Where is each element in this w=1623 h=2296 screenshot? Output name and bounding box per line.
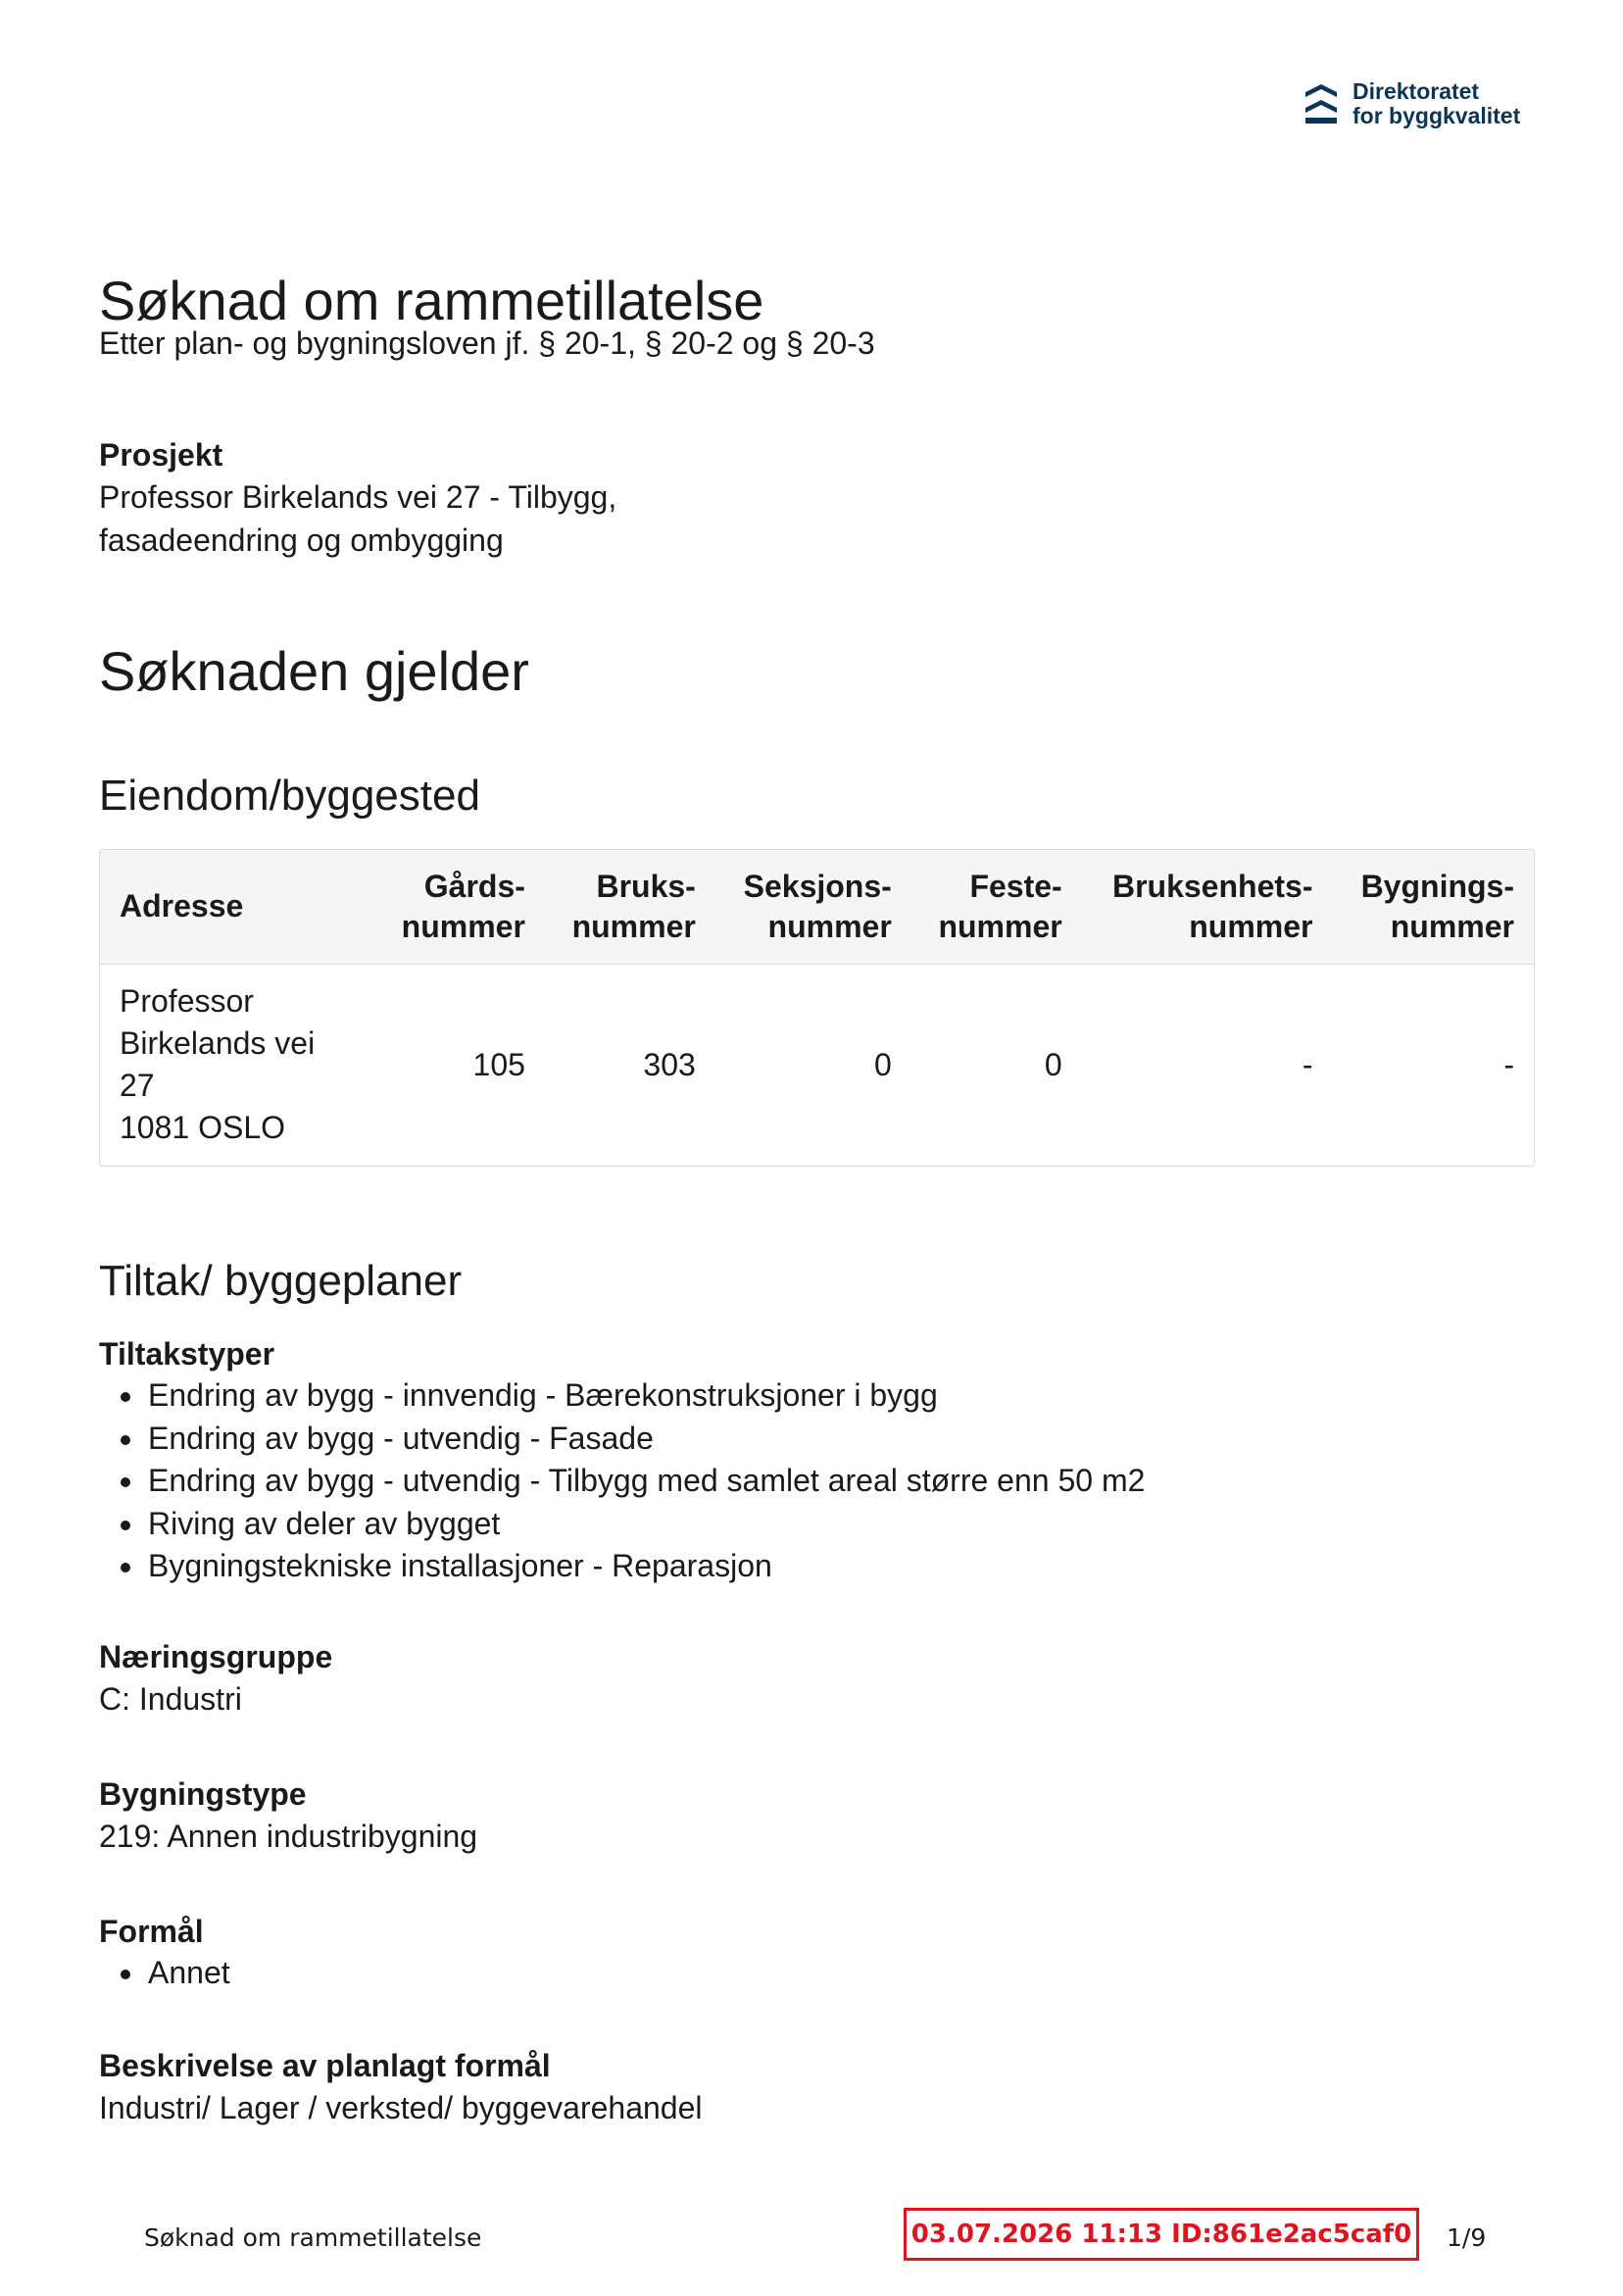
tiltak-title: Tiltak/ byggeplaner: [99, 1257, 463, 1305]
timestamp-stamp: 03.07.2026 11:13 ID:861e2ac5caf0: [904, 2208, 1419, 2261]
page-footer: [0, 2208, 1623, 2267]
naeringsgruppe-value: C: Industri: [99, 1681, 242, 1717]
bygningstype-block: [99, 1773, 1373, 1858]
cell-bygningsnummer: -: [1503, 1046, 1514, 1082]
tiltakstyper-label: Tiltakstyper: [99, 1336, 275, 1372]
eiendom-table: [99, 849, 1535, 1167]
bygningstype-value: 219: Annen industribygning: [99, 1819, 478, 1854]
logo-text: [1352, 79, 1520, 128]
document-subtitle: Etter plan- og bygningsloven jf. § 20-1, § 20-2 og § 20-3: [99, 325, 875, 361]
beskrivelse-value: Industri/ Lager / verksted/ byggevarehandel: [99, 2090, 703, 2125]
logo: [1303, 76, 1539, 131]
cell-gardsnummer: 105: [472, 1046, 525, 1082]
footer-title: Søknad om rammetillatelse: [144, 2223, 482, 2252]
cell-adresse: Professor Birkelands vei 27 1081 OSLO: [120, 983, 316, 1146]
section-title: Søknaden gjelder: [99, 640, 529, 702]
table-row: [100, 964, 1534, 1166]
bygningstype-label: Bygningstype: [99, 1776, 307, 1812]
prosjekt-value-line-1: Professor Birkelands vei 27 - Tilbygg,: [99, 479, 617, 515]
formal-block: [99, 1911, 1373, 1995]
header-adresse: Adresse: [120, 888, 244, 924]
cell-seksjonsnummer: 0: [874, 1046, 892, 1082]
formal-list: [99, 1952, 1373, 1995]
dibk-logo-icon: [1303, 80, 1339, 127]
header-bygningsnummer: Bygnings- nummer: [1360, 868, 1514, 944]
beskrivelse-block: [99, 2045, 1373, 2129]
prosjekt-value-line-2: fasadeendring og ombygging: [99, 523, 504, 558]
beskrivelse-label: Beskrivelse av planlagt formål: [99, 2048, 551, 2083]
logo-line-2: for byggkvalitet: [1352, 103, 1521, 128]
logo-line-1: Direktoratet: [1352, 78, 1480, 104]
header-bruksnummer: Bruks- nummer: [571, 868, 696, 944]
header-gardsnummer: Gårds- nummer: [401, 868, 525, 944]
naeringsgruppe-block: [99, 1636, 1373, 1721]
header-festenummer: Feste- nummer: [938, 868, 1062, 944]
formal-label: Formål: [99, 1914, 204, 1949]
list-item: • Riving av deler av bygget: [146, 1503, 1373, 1546]
list-item: • Annet: [146, 1952, 1373, 1995]
list-item: • Bygningstekniske installasjoner - Reparasjon: [146, 1545, 1373, 1588]
cell-bruksnummer: 303: [643, 1046, 696, 1082]
list-item: • Endring av bygg - utvendig - Fasade: [146, 1418, 1373, 1461]
header-bruksenhetsnummer: Bruksenhets- nummer: [1111, 868, 1313, 944]
eiendom-title: Eiendom/byggested: [99, 772, 480, 820]
cell-festenummer: 0: [1044, 1046, 1062, 1082]
table-header-row: [100, 850, 1534, 964]
tiltakstyper-list: [99, 1374, 1373, 1588]
cell-bruksenhetsnummer: -: [1302, 1046, 1313, 1082]
page-number: 1/9: [1447, 2223, 1487, 2252]
list-item: • Endring av bygg - innvendig - Bærekonstruksjoner i bygg: [146, 1374, 1373, 1418]
list-item: • Endring av bygg - utvendig - Tilbygg med samlet areal større enn 50 m2: [146, 1460, 1373, 1503]
naeringsgruppe-label: Næringsgruppe: [99, 1639, 333, 1674]
header-seksjonsnummer: Seksjons- nummer: [743, 868, 892, 944]
tiltakstyper-block: [99, 1333, 1373, 1588]
prosjekt-label: Prosjekt: [99, 437, 223, 473]
prosjekt-block: [99, 434, 785, 562]
document-title: Søknad om rammetillatelse: [99, 270, 764, 331]
